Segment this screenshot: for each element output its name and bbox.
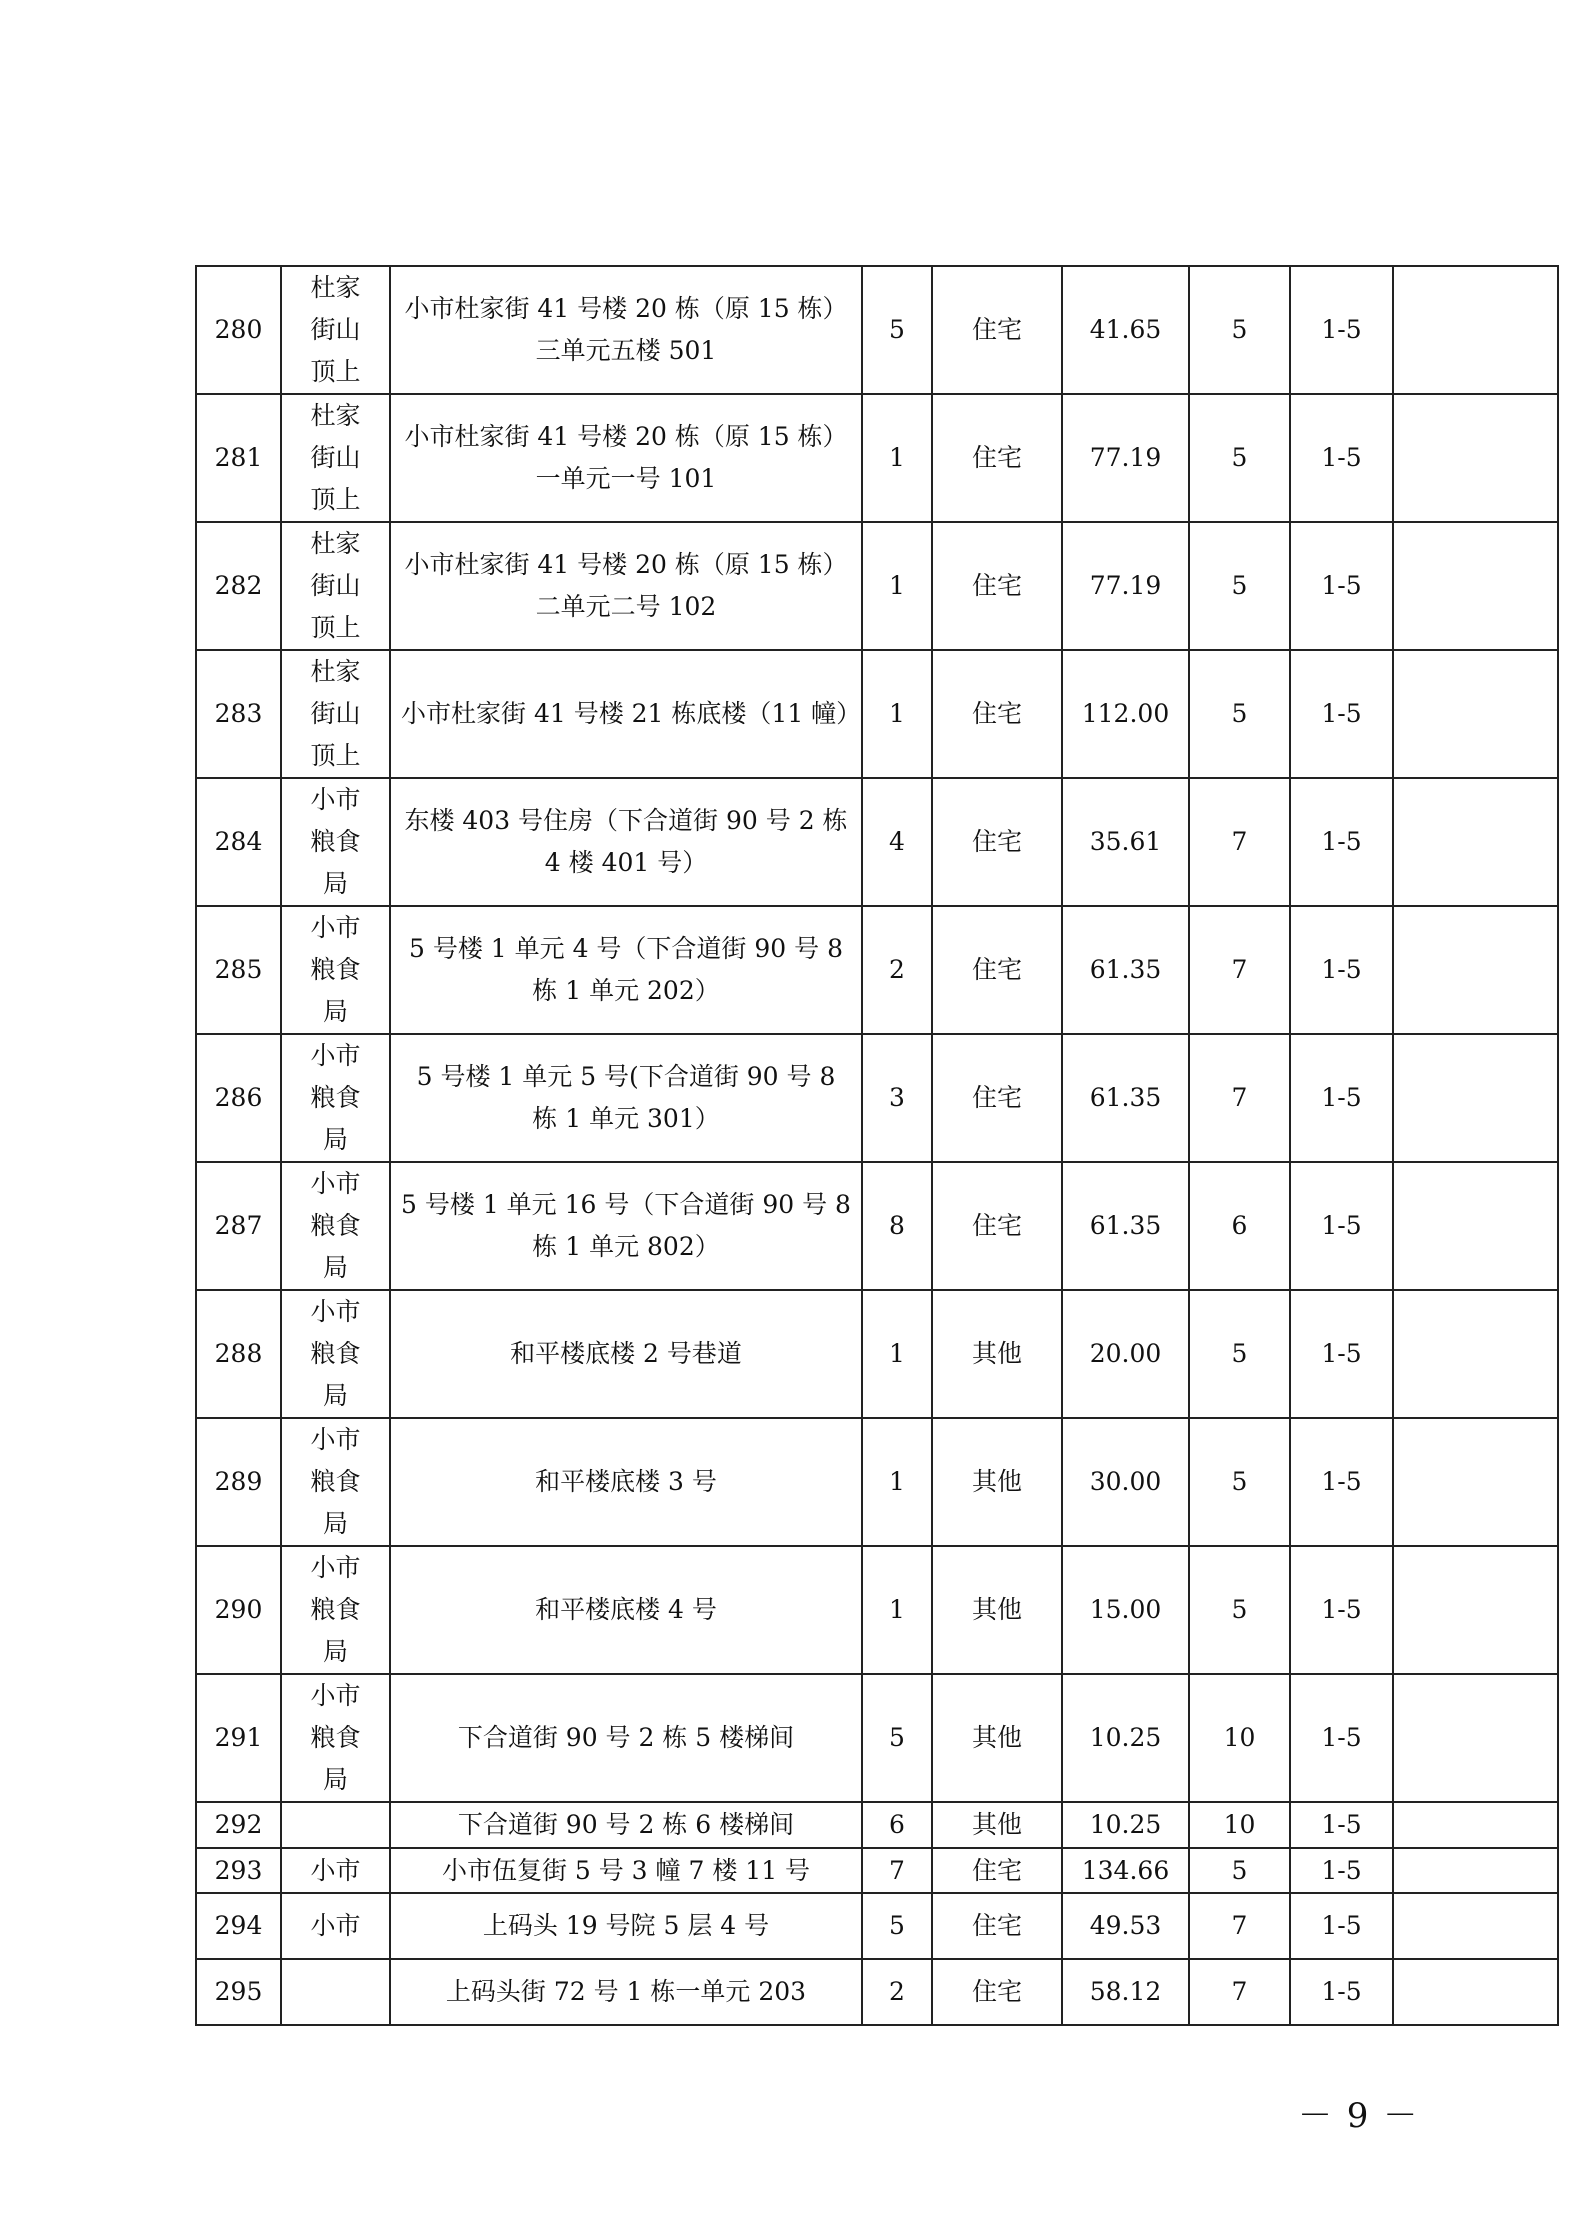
address-cell: 小市杜家街 41 号楼 20 栋（原 15 栋）二单元二号 102 <box>390 522 862 650</box>
years-cell: 7 <box>1189 778 1290 906</box>
row-number-cell: 283 <box>196 650 281 778</box>
years-cell: 7 <box>1189 1034 1290 1162</box>
unit-cell: 小市粮食局 <box>281 1418 390 1546</box>
table-row <box>196 1162 1558 1290</box>
row-number-cell: 288 <box>196 1290 281 1418</box>
unit-cell: 小市粮食局 <box>281 778 390 906</box>
unit-cell: 杜家街山顶上 <box>281 522 390 650</box>
row-number-cell: 291 <box>196 1674 281 1802</box>
note-cell <box>1393 1418 1558 1546</box>
floor-cell: 8 <box>862 1162 932 1290</box>
table-row <box>196 1418 1558 1546</box>
term-cell: 1-5 <box>1290 1848 1393 1893</box>
note-cell <box>1393 1848 1558 1893</box>
area-cell: 15.00 <box>1062 1546 1189 1674</box>
use-cell: 住宅 <box>932 1162 1062 1290</box>
years-cell: 5 <box>1189 1848 1290 1893</box>
use-cell: 其他 <box>932 1674 1062 1802</box>
term-cell: 1-5 <box>1290 1290 1393 1418</box>
floor-cell: 1 <box>862 522 932 650</box>
address-cell: 5 号楼 1 单元 4 号（下合道街 90 号 8 栋 1 单元 202） <box>390 906 862 1034</box>
unit-cell: 小市粮食局 <box>281 906 390 1034</box>
row-number-cell: 292 <box>196 1802 281 1848</box>
row-number-cell: 282 <box>196 522 281 650</box>
unit-cell: 小市粮食局 <box>281 1034 390 1162</box>
note-cell <box>1393 906 1558 1034</box>
note-cell <box>1393 522 1558 650</box>
area-cell: 134.66 <box>1062 1848 1189 1893</box>
term-cell: 1-5 <box>1290 1418 1393 1546</box>
floor-cell: 2 <box>862 906 932 1034</box>
table-row <box>196 394 1558 522</box>
use-cell: 住宅 <box>932 266 1062 394</box>
years-cell: 7 <box>1189 1959 1290 2025</box>
use-cell: 其他 <box>932 1802 1062 1848</box>
table-row <box>196 778 1558 906</box>
floor-cell: 1 <box>862 394 932 522</box>
years-cell: 10 <box>1189 1802 1290 1848</box>
term-cell: 1-5 <box>1290 1546 1393 1674</box>
area-cell: 10.25 <box>1062 1802 1189 1848</box>
use-cell: 住宅 <box>932 906 1062 1034</box>
table-row <box>196 266 1558 394</box>
table-row <box>196 1959 1558 2025</box>
table-row <box>196 906 1558 1034</box>
address-cell: 小市杜家街 41 号楼 20 栋（原 15 栋）一单元一号 101 <box>390 394 862 522</box>
note-cell <box>1393 1674 1558 1802</box>
years-cell: 5 <box>1189 1418 1290 1546</box>
use-cell: 其他 <box>932 1290 1062 1418</box>
unit-cell: 小市 <box>281 1848 390 1893</box>
row-number-cell: 281 <box>196 394 281 522</box>
row-number-cell: 287 <box>196 1162 281 1290</box>
row-number-cell: 285 <box>196 906 281 1034</box>
area-cell: 10.25 <box>1062 1674 1189 1802</box>
years-cell: 5 <box>1189 394 1290 522</box>
note-cell <box>1393 1959 1558 2025</box>
address-cell: 上码头街 72 号 1 栋一单元 203 <box>390 1959 862 2025</box>
unit-cell: 杜家街山顶上 <box>281 394 390 522</box>
table-row <box>196 1034 1558 1162</box>
floor-cell: 5 <box>862 1893 932 1959</box>
term-cell: 1-5 <box>1290 394 1393 522</box>
area-cell: 58.12 <box>1062 1959 1189 2025</box>
unit-cell: 小市粮食局 <box>281 1546 390 1674</box>
use-cell: 住宅 <box>932 1959 1062 2025</box>
table-row <box>196 1290 1558 1418</box>
note-cell <box>1393 1893 1558 1959</box>
use-cell: 住宅 <box>932 1893 1062 1959</box>
note-cell <box>1393 778 1558 906</box>
floor-cell: 4 <box>862 778 932 906</box>
address-cell: 上码头 19 号院 5 层 4 号 <box>390 1893 862 1959</box>
term-cell: 1-5 <box>1290 1802 1393 1848</box>
floor-cell: 7 <box>862 1848 932 1893</box>
table-row <box>196 1893 1558 1959</box>
use-cell: 住宅 <box>932 778 1062 906</box>
area-cell: 30.00 <box>1062 1418 1189 1546</box>
term-cell: 1-5 <box>1290 1893 1393 1959</box>
row-number-cell: 294 <box>196 1893 281 1959</box>
use-cell: 其他 <box>932 1418 1062 1546</box>
address-cell: 小市杜家街 41 号楼 20 栋（原 15 栋）三单元五楼 501 <box>390 266 862 394</box>
floor-cell: 1 <box>862 650 932 778</box>
area-cell: 20.00 <box>1062 1290 1189 1418</box>
use-cell: 住宅 <box>932 1034 1062 1162</box>
row-number-cell: 286 <box>196 1034 281 1162</box>
row-number-cell: 293 <box>196 1848 281 1893</box>
years-cell: 5 <box>1189 522 1290 650</box>
address-cell: 和平楼底楼 2 号巷道 <box>390 1290 862 1418</box>
term-cell: 1-5 <box>1290 1162 1393 1290</box>
area-cell: 77.19 <box>1062 394 1189 522</box>
table-body <box>196 266 1558 2025</box>
years-cell: 5 <box>1189 1290 1290 1418</box>
term-cell: 1-5 <box>1290 906 1393 1034</box>
row-number-cell: 290 <box>196 1546 281 1674</box>
unit-cell <box>281 1959 390 2025</box>
term-cell: 1-5 <box>1290 650 1393 778</box>
term-cell: 1-5 <box>1290 1674 1393 1802</box>
floor-cell: 3 <box>862 1034 932 1162</box>
use-cell: 住宅 <box>932 522 1062 650</box>
area-cell: 61.35 <box>1062 1162 1189 1290</box>
unit-cell: 小市粮食局 <box>281 1290 390 1418</box>
unit-cell: 杜家街山顶上 <box>281 266 390 394</box>
table-row <box>196 522 1558 650</box>
note-cell <box>1393 650 1558 778</box>
area-cell: 61.35 <box>1062 906 1189 1034</box>
row-number-cell: 280 <box>196 266 281 394</box>
floor-cell: 5 <box>862 1674 932 1802</box>
page-number: － 9 － <box>1298 2096 1420 2136</box>
unit-cell <box>281 1802 390 1848</box>
table-row <box>196 1848 1558 1893</box>
unit-cell: 杜家街山顶上 <box>281 650 390 778</box>
row-number-cell: 284 <box>196 778 281 906</box>
area-cell: 77.19 <box>1062 522 1189 650</box>
years-cell: 10 <box>1189 1674 1290 1802</box>
area-cell: 61.35 <box>1062 1034 1189 1162</box>
years-cell: 7 <box>1189 1893 1290 1959</box>
term-cell: 1-5 <box>1290 266 1393 394</box>
term-cell: 1-5 <box>1290 778 1393 906</box>
note-cell <box>1393 1290 1558 1418</box>
term-cell: 1-5 <box>1290 1034 1393 1162</box>
table-row <box>196 1546 1558 1674</box>
area-cell: 41.65 <box>1062 266 1189 394</box>
area-cell: 112.00 <box>1062 650 1189 778</box>
row-number-cell: 289 <box>196 1418 281 1546</box>
use-cell: 住宅 <box>932 394 1062 522</box>
unit-cell: 小市粮食局 <box>281 1162 390 1290</box>
address-cell: 和平楼底楼 4 号 <box>390 1546 862 1674</box>
note-cell <box>1393 1546 1558 1674</box>
years-cell: 5 <box>1189 1546 1290 1674</box>
area-cell: 35.61 <box>1062 778 1189 906</box>
address-cell: 和平楼底楼 3 号 <box>390 1418 862 1546</box>
floor-cell: 1 <box>862 1418 932 1546</box>
table-row <box>196 1802 1558 1848</box>
unit-cell: 小市 <box>281 1893 390 1959</box>
address-cell: 小市伍复街 5 号 3 幢 7 楼 11 号 <box>390 1848 862 1893</box>
years-cell: 6 <box>1189 1162 1290 1290</box>
floor-cell: 1 <box>862 1546 932 1674</box>
address-cell: 5 号楼 1 单元 16 号（下合道街 90 号 8 栋 1 单元 802） <box>390 1162 862 1290</box>
address-cell: 5 号楼 1 单元 5 号(下合道街 90 号 8 栋 1 单元 301） <box>390 1034 862 1162</box>
area-cell: 49.53 <box>1062 1893 1189 1959</box>
unit-cell: 小市粮食局 <box>281 1674 390 1802</box>
years-cell: 5 <box>1189 266 1290 394</box>
floor-cell: 2 <box>862 1959 932 2025</box>
note-cell <box>1393 1034 1558 1162</box>
property-table <box>195 265 1559 2026</box>
address-cell: 东楼 403 号住房（下合道街 90 号 2 栋 4 楼 401 号） <box>390 778 862 906</box>
address-cell: 下合道街 90 号 2 栋 5 楼梯间 <box>390 1674 862 1802</box>
row-number-cell: 295 <box>196 1959 281 2025</box>
term-cell: 1-5 <box>1290 1959 1393 2025</box>
use-cell: 住宅 <box>932 1848 1062 1893</box>
use-cell: 其他 <box>932 1546 1062 1674</box>
note-cell <box>1393 1802 1558 1848</box>
use-cell: 住宅 <box>932 650 1062 778</box>
note-cell <box>1393 1162 1558 1290</box>
floor-cell: 1 <box>862 1290 932 1418</box>
note-cell <box>1393 266 1558 394</box>
term-cell: 1-5 <box>1290 522 1393 650</box>
note-cell <box>1393 394 1558 522</box>
years-cell: 5 <box>1189 650 1290 778</box>
floor-cell: 5 <box>862 266 932 394</box>
table-row <box>196 1674 1558 1802</box>
floor-cell: 6 <box>862 1802 932 1848</box>
years-cell: 7 <box>1189 906 1290 1034</box>
address-cell: 小市杜家街 41 号楼 21 栋底楼（11 幢） <box>390 650 862 778</box>
address-cell: 下合道街 90 号 2 栋 6 楼梯间 <box>390 1802 862 1848</box>
table-row <box>196 650 1558 778</box>
